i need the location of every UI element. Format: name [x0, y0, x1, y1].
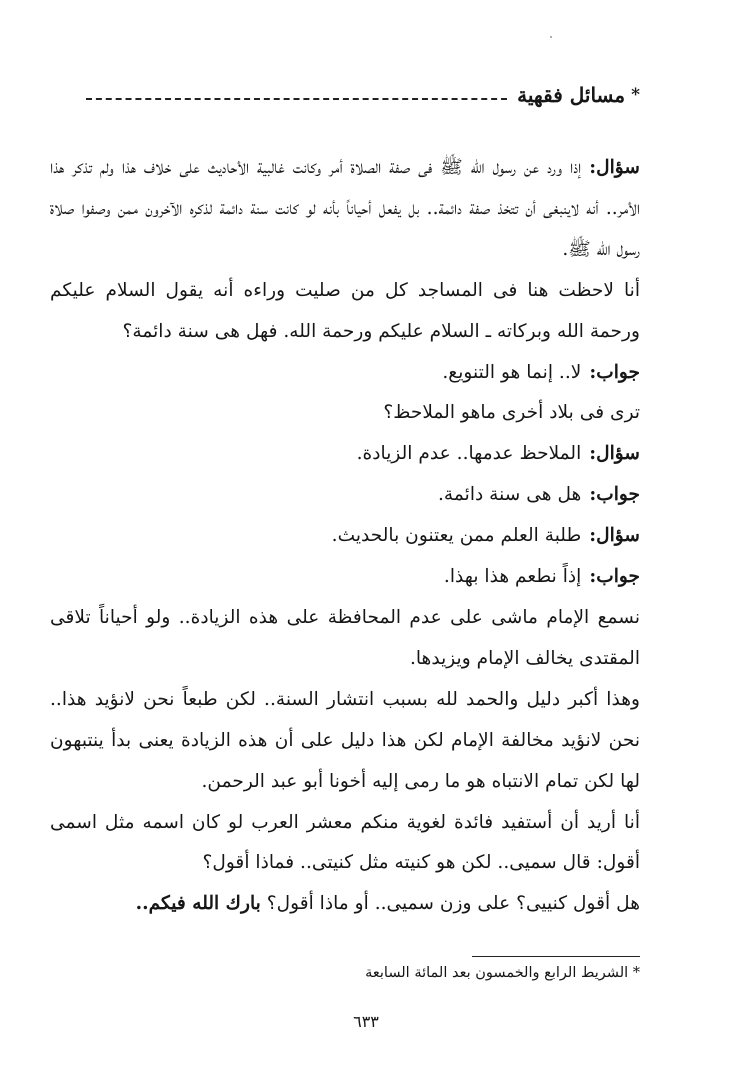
paragraph-text: هل أقول كنييى؟ على وزن سميى.. أو ماذا أقول؟: [266, 893, 640, 915]
question-line-4: [50, 516, 640, 557]
answer-text: لا.. إنما هو التنويع.: [442, 361, 582, 383]
paragraph-text: وهذا أكبر دليل والحمد لله بسبب انتشار السنة.. لكن طبعاً نحن لانؤيد هذا.. نحن لانؤيد مخالفة الإمام لكن هذا دليل على أن هذه الزيادة يعنى بدأ ينتبهون لها لكن تمام الانتباه هو ما رمى إليه أخونا أبو عبد الرحمن.: [50, 688, 640, 792]
question-line-3: [50, 434, 640, 475]
question-paragraph-1: [50, 148, 640, 271]
paragraph-3: [50, 598, 640, 680]
question-text: إذا ورد عن رسول الله ﷺ فى صفة الصلاة أمر وكانت غالبية الأحاديث على خلاف هذا ولم تذكر هذا الأمر.. أنه لاينبغى أن تتخذ صفة دائمة.. بل يفعل أحياناً بأنه لو كانت سنة دائمة لذكره الآخرون ممن وصفوا صلاة رسول الله ﷺ.: [50, 157, 640, 260]
body-text: [50, 148, 640, 925]
running-head-title: مسائل فقهية: [517, 83, 626, 107]
question-text: ترى فى بلاد أخرى ماهو الملاحظ؟: [383, 402, 640, 424]
answer-line-1: [50, 353, 640, 394]
question-label: سؤال:: [589, 157, 640, 178]
question-text: الملاحظ عدمها.. عدم الزيادة.: [356, 443, 582, 465]
paragraph-6: [50, 884, 640, 925]
question-label: سؤال:: [589, 443, 640, 465]
running-head: [86, 78, 640, 112]
paragraph-text: نسمع الإمام ماشى على عدم المحافظة على هذه الزيادة.. ولو أحياناً تلاقى المقتدى يخالف الإمام ويزيدها.: [50, 606, 640, 669]
answer-label: جواب:: [589, 566, 640, 588]
question-paragraph-2: [50, 271, 640, 353]
paragraph-text: أنا أريد أن أستفيد فائدة لغوية منكم معشر العرب لو كان اسمه مثل اسمى أقول: قال سميى.. لكن هو كنيته مثل كنيتى.. فماذا أقول؟: [50, 811, 640, 874]
print-speck: [550, 36, 552, 38]
question-line-2: [50, 393, 640, 434]
running-head-marker: *: [631, 85, 640, 105]
answer-line-4: [50, 557, 640, 598]
question-label: سؤال:: [589, 525, 640, 547]
answer-line-3: [50, 475, 640, 516]
answer-text: إذاً نطعم هذا بهذا.: [443, 566, 582, 588]
page-number: ٦٣٣: [353, 1012, 379, 1031]
footnote: * الشريط الرابع والخمسون بعد المائة السابعة: [365, 965, 640, 981]
answer-label: جواب:: [589, 361, 640, 383]
answer-label: جواب:: [589, 484, 640, 506]
question-text: أنا لاحظت هنا فى المساجد كل من صليت وراءه أنه يقول السلام عليكم ورحمة الله وبركاته ـ السلام عليكم ورحمة الله. فهل هى سنة دائمة؟: [50, 279, 640, 342]
running-head-rule: [86, 98, 507, 100]
paragraph-5: [50, 803, 640, 885]
question-text: طلبة العلم ممن يعتنون بالحديث.: [331, 525, 582, 547]
answer-text: هل هى سنة دائمة.: [438, 484, 582, 506]
closing-blessing: بارك الله فيكم..: [135, 893, 261, 915]
paragraph-4: [50, 680, 640, 803]
footnote-rule: [472, 956, 640, 957]
